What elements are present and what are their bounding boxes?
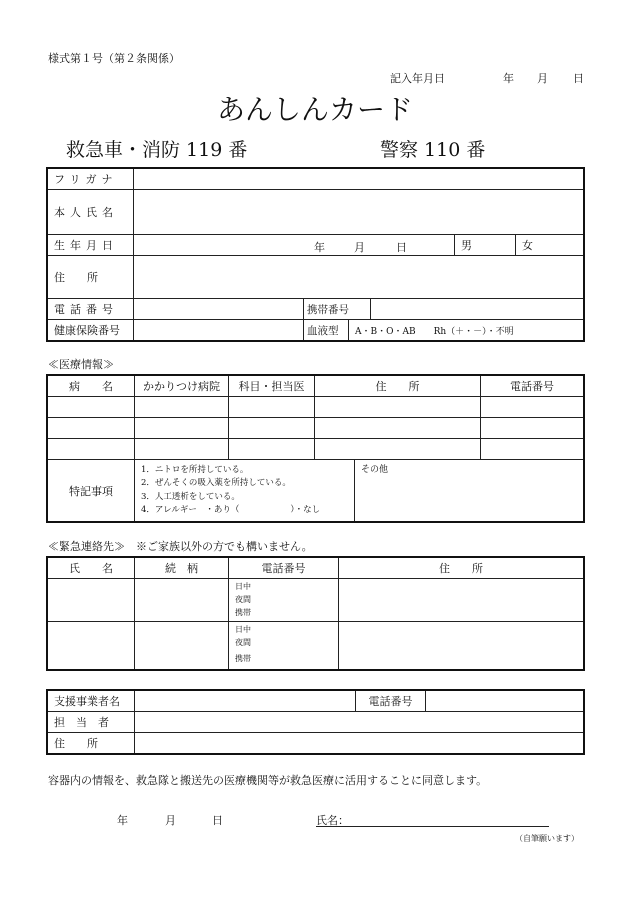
night-label: 夜間 bbox=[235, 595, 251, 604]
contact-address-cell[interactable] bbox=[339, 622, 584, 670]
insurance-field[interactable] bbox=[134, 320, 304, 341]
support-address-label: 住 所 bbox=[48, 733, 135, 754]
hospital-phone-cell[interactable] bbox=[481, 418, 584, 439]
provider-label: 支援事業者名 bbox=[48, 691, 135, 712]
other-notes-field[interactable] bbox=[355, 460, 584, 522]
mobile-label: 携帯 bbox=[235, 608, 251, 617]
disease-cell[interactable] bbox=[48, 439, 135, 460]
table-row bbox=[48, 397, 584, 418]
hospital-cell[interactable] bbox=[135, 397, 229, 418]
blood-type-options[interactable]: A・B・O・AB Rh（＋・－）・不明 bbox=[349, 320, 584, 341]
special-note-item[interactable]: 1．ニトロを所持している。 bbox=[141, 464, 249, 475]
contacts-section-title bbox=[48, 538, 313, 554]
mobile-label: 携帯番号 bbox=[304, 299, 371, 320]
daytime-label: 日中 bbox=[235, 625, 251, 634]
signature-note: （自筆願います） bbox=[515, 834, 579, 843]
phone-label: 電話番号 bbox=[48, 299, 134, 320]
support-table bbox=[47, 690, 584, 754]
support-phone-label: 電話番号 bbox=[356, 691, 426, 712]
birthdate-field[interactable] bbox=[134, 235, 455, 256]
table-row bbox=[48, 418, 584, 439]
special-notes-label: 特記事項 bbox=[48, 460, 135, 522]
contacts-note: ※ご家族以外の方でも構いません。 bbox=[136, 540, 313, 553]
signature-name-label: 氏名： bbox=[316, 814, 349, 827]
consent-day-label: 日 bbox=[212, 814, 223, 827]
mobile-label: 携帯 bbox=[235, 654, 251, 663]
table-row bbox=[48, 622, 584, 670]
hospital-address-cell[interactable] bbox=[315, 439, 481, 460]
entry-date-year: 年 bbox=[503, 72, 514, 85]
contact-name-cell[interactable] bbox=[48, 622, 135, 670]
hospital-address-cell[interactable] bbox=[315, 397, 481, 418]
hospital-cell[interactable] bbox=[135, 439, 229, 460]
contacts-table bbox=[47, 557, 584, 670]
doctor-cell[interactable] bbox=[229, 397, 315, 418]
special-notes-list bbox=[135, 460, 355, 522]
form-number: 様式第１号（第２条関係） bbox=[48, 52, 180, 65]
contacts-header-relation: 続 柄 bbox=[135, 558, 229, 579]
doctor-cell[interactable] bbox=[229, 439, 315, 460]
entry-date-month: 月 bbox=[537, 72, 548, 85]
mobile-field[interactable] bbox=[371, 299, 584, 320]
insurance-label: 健康保険番号 bbox=[48, 320, 134, 341]
disease-cell[interactable] bbox=[48, 418, 135, 439]
night-label: 夜間 bbox=[235, 638, 251, 647]
name-label: 本人氏名 bbox=[48, 190, 134, 235]
medical-header-phone: 電話番号 bbox=[481, 376, 584, 397]
table-row bbox=[48, 579, 584, 622]
furigana-label: フリガナ bbox=[48, 169, 134, 190]
page-title: あんしんカード bbox=[216, 93, 413, 126]
birthdate-label: 生年月日 bbox=[48, 235, 134, 256]
disease-cell[interactable] bbox=[48, 397, 135, 418]
emergency-police-number: 警察 110 番 bbox=[380, 139, 486, 161]
contacts-header-address: 住 所 bbox=[339, 558, 584, 579]
provider-field[interactable] bbox=[135, 691, 356, 712]
support-address-field[interactable] bbox=[135, 733, 584, 754]
birth-month-label: 月 bbox=[354, 241, 365, 254]
contact-name-cell[interactable] bbox=[48, 579, 135, 622]
entry-date-label: 記入年月日 bbox=[390, 72, 445, 85]
medical-header-doctor: 科目・担当医 bbox=[229, 376, 315, 397]
table-row bbox=[48, 439, 584, 460]
contacts-title: ≪緊急連絡先≫ bbox=[48, 540, 125, 553]
medical-header-address: 住 所 bbox=[315, 376, 481, 397]
emergency-fire-number: 救急車・消防 119 番 bbox=[66, 139, 248, 161]
address-field[interactable] bbox=[134, 256, 584, 299]
birth-day-label: 日 bbox=[396, 241, 407, 254]
contact-phone-cell[interactable] bbox=[229, 579, 339, 622]
staff-label: 担当者 bbox=[48, 712, 135, 733]
blood-type-label: 血液型 bbox=[304, 320, 349, 341]
special-note-item[interactable]: 3．人工透析をしている。 bbox=[141, 491, 240, 502]
daytime-label: 日中 bbox=[235, 582, 251, 591]
hospital-phone-cell[interactable] bbox=[481, 397, 584, 418]
contact-address-cell[interactable] bbox=[339, 579, 584, 622]
special-note-item[interactable]: 2．ぜんそくの吸入薬を所持している。 bbox=[141, 478, 291, 488]
other-label: その他 bbox=[361, 465, 389, 475]
phone-field[interactable] bbox=[134, 299, 304, 320]
entry-date-day: 日 bbox=[573, 72, 584, 85]
contact-relation-cell[interactable] bbox=[135, 622, 229, 670]
hospital-cell[interactable] bbox=[135, 418, 229, 439]
birth-year-label: 年 bbox=[314, 241, 325, 254]
gender-male-option[interactable]: 男 bbox=[455, 235, 516, 256]
medical-header-hospital: かかりつけ病院 bbox=[135, 376, 229, 397]
contacts-header-name: 氏 名 bbox=[48, 558, 135, 579]
contact-phone-cell[interactable] bbox=[229, 622, 339, 670]
name-field[interactable] bbox=[134, 190, 584, 235]
hospital-phone-cell[interactable] bbox=[481, 439, 584, 460]
personal-info-table bbox=[47, 168, 584, 341]
medical-info-table bbox=[47, 375, 584, 522]
medical-header-disease: 病 名 bbox=[48, 376, 135, 397]
gender-female-option[interactable]: 女 bbox=[516, 235, 584, 256]
staff-field[interactable] bbox=[135, 712, 584, 733]
contacts-header-phone: 電話番号 bbox=[229, 558, 339, 579]
signature-line[interactable] bbox=[316, 826, 549, 827]
furigana-field[interactable] bbox=[134, 169, 584, 190]
doctor-cell[interactable] bbox=[229, 418, 315, 439]
contact-relation-cell[interactable] bbox=[135, 579, 229, 622]
address-label: 住 所 bbox=[48, 256, 134, 299]
hospital-address-cell[interactable] bbox=[315, 418, 481, 439]
consent-year-label: 年 bbox=[117, 814, 128, 827]
medical-section-title: ≪医療情報≫ bbox=[48, 358, 114, 371]
support-phone-field[interactable] bbox=[426, 691, 584, 712]
consent-text: 容器内の情報を、救急隊と搬送先の医療機関等が救急医療に活用することに同意します。 bbox=[48, 774, 488, 787]
special-note-item[interactable]: 4．アレルギー ・あり（ ）・なし bbox=[141, 505, 321, 515]
consent-month-label: 月 bbox=[165, 814, 176, 827]
